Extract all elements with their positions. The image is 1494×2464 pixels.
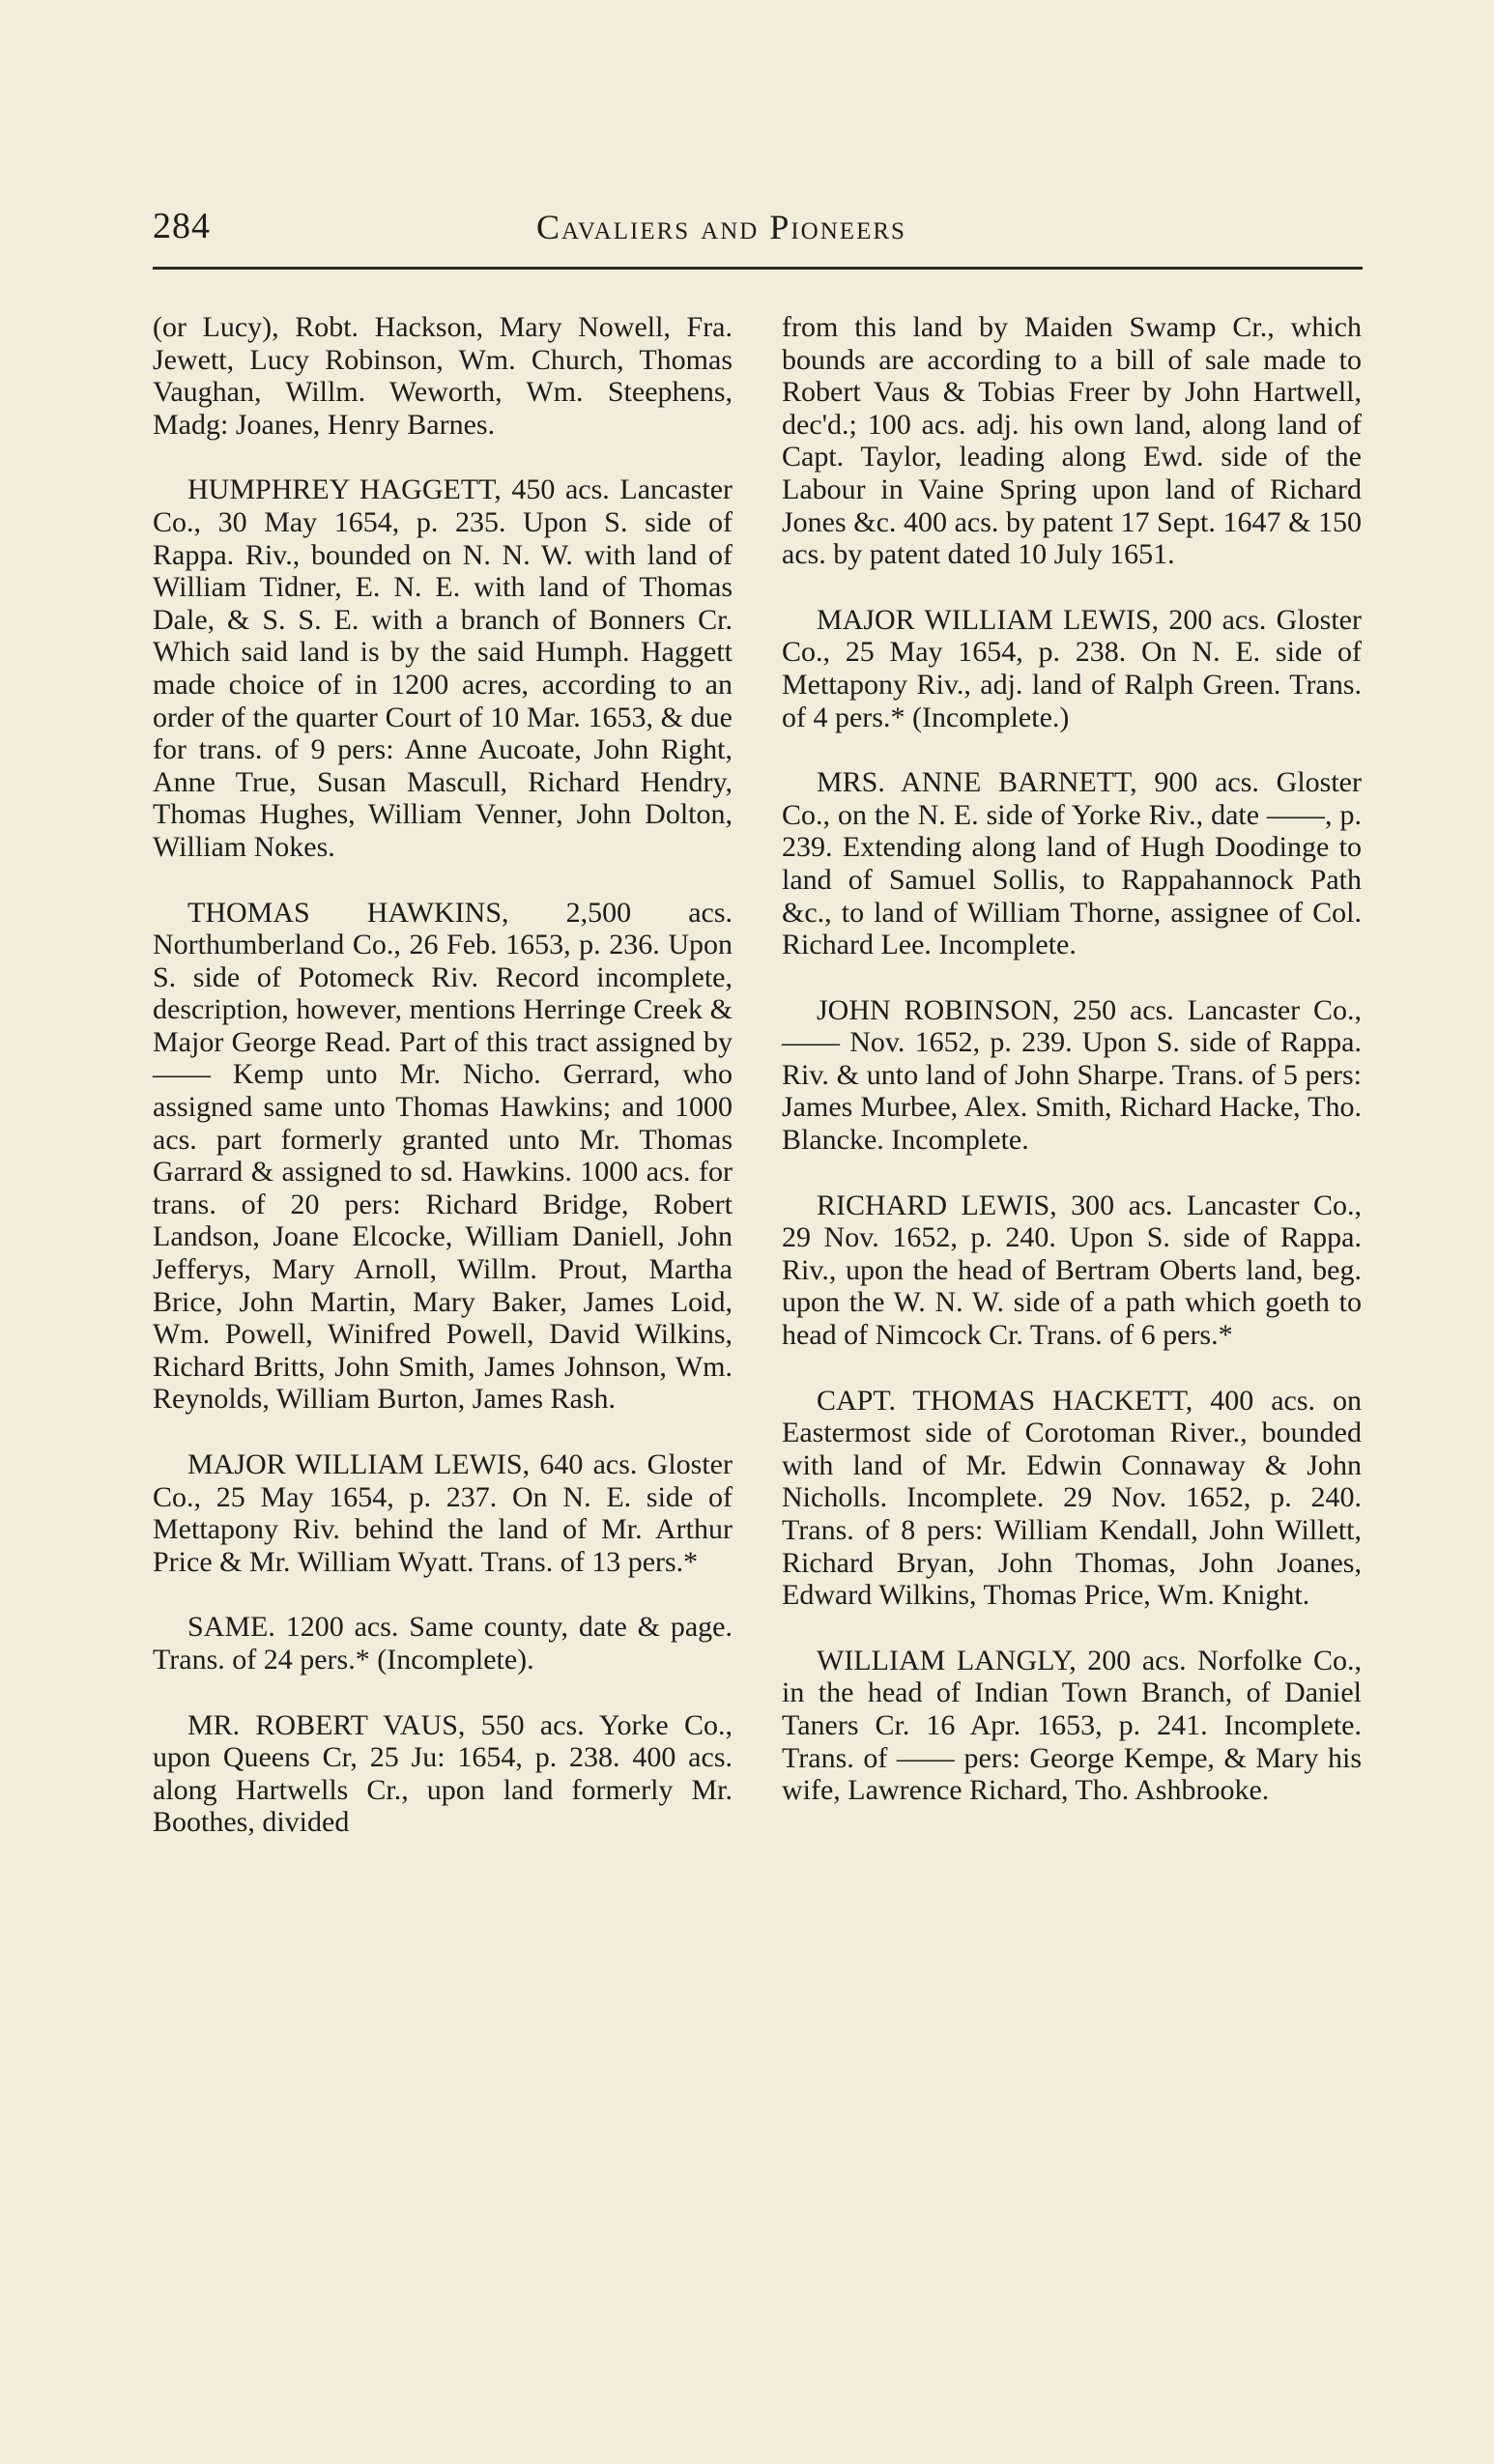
header-rule — [153, 267, 1363, 270]
entry-thomas-hawkins: THOMAS HAWKINS, 2,500 acs. Northumberland Co., 26 Feb. 1653, p. 236. Upon S. side of Potomeck Riv. Record incomplete, description, however, mentions Herringe Creek & Major George Read. Part of this tract assigned by —— Kemp unto Mr. Nicho. Gerrard, who assigned same unto Thomas Hawkins; and 1000 acs. part formerly granted unto Mr. Thomas Garrard & assigned to sd. Hawkins. 1000 acs. for trans. of 20 pers: Richard Bridge, Robert Landson, Joane Elcocke, William Daniell, John Jefferys, Mary Arnoll, Willm. Prout, Martha Brice, John Martin, Mary Baker, James Loid, Wm. Powell, Winifred Powell, David Wilkins, Richard Britts, John Smith, James Johnson, Wm. Reynolds, William Burton, James Rash. — [153, 896, 733, 1416]
page-number: 284 — [153, 206, 211, 246]
entry-humphrey-haggett: HUMPHREY HAGGETT, 450 acs. Lancaster Co., 30 May 1654, p. 235. Upon S. side of Rappa. Riv., bounded on N. N. W. with land of William Tidner, E. N. E. with land of Thomas Dale, & S. S. E. with a branch of Bonners Cr. Which said land is by the said Humph. Haggett made choice of in 1200 acres, according to an order of the quarter Court of 10 Mar. 1653, & due for trans. of 9 pers: Anne Aucoate, John Right, Anne True, Susan Mascull, Richard Hendry, Thomas Hughes, William Venner, John Dolton, William Nokes. — [153, 473, 733, 863]
entry-william-langly: WILLIAM LANGLY, 200 acs. Norfolke Co., in the head of Indian Town Branch, of Daniel Taners Cr. 16 Apr. 1653, p. 241. Incomplete. Trans. of —— pers: George Kempe, & Mary his wife, Lawrence Richard, Tho. Ashbrooke. — [782, 1644, 1362, 1807]
entry-thomas-hackett: CAPT. THOMAS HACKETT, 400 acs. on Eastermost side of Corotoman River., bounded with land of Mr. Edwin Connaway & John Nicholls. Incomplete. 29 Nov. 1652, p. 240. Trans. of 8 pers: William Kendall, John Willett, Richard Bryan, John Thomas, John Joanes, Edward Wilkins, Thomas Price, Wm. Knight. — [782, 1384, 1362, 1612]
entry-continued: (or Lucy), Robt. Hackson, Mary Nowell, Fra. Jewett, Lucy Robinson, Wm. Church, Thomas Vaughan, Willm. Weworth, Wm. Steephens, Madg: Joanes, Henry Barnes. — [153, 311, 733, 441]
right-column — [782, 311, 1362, 1840]
entry-richard-lewis: RICHARD LEWIS, 300 acs. Lancaster Co., 29 Nov. 1652, p. 240. Upon S. side of Rappa. Riv., upon the head of Bertram Oberts land, beg. upon the W. N. W. side of a path which goeth to head of Nimcock Cr. Trans. of 6 pers.* — [782, 1189, 1362, 1352]
running-title: Cavaliers and Pioneers — [536, 208, 906, 246]
entry-same-1200: SAME. 1200 acs. Same county, date & page. Trans. of 24 pers.* (Incomplete). — [153, 1611, 733, 1676]
entry-major-william-lewis-640: MAJOR WILLIAM LEWIS, 640 acs. Gloster Co., 25 May 1654, p. 237. On N. E. side of Mettapony Riv. behind the land of Mr. Arthur Price & Mr. William Wyatt. Trans. of 13 pers.* — [153, 1448, 733, 1578]
left-column — [153, 311, 733, 1872]
entry-robert-vaus: MR. ROBERT VAUS, 550 acs. Yorke Co., upon Queens Cr, 25 Ju: 1654, p. 238. 400 acs. along Hartwells Cr., upon land formerly Mr. Boothes, divided — [153, 1708, 733, 1839]
entry-anne-barnett: MRS. ANNE BARNETT, 900 acs. Gloster Co., on the N. E. side of Yorke Riv., date ——, p. 239. Extending along land of Hugh Doodinge to land of Samuel Sollis, to Rappahannock Path &c., to land of William Thorne, assignee of Col. Richard Lee. Incomplete. — [782, 766, 1362, 961]
entry-john-robinson: JOHN ROBINSON, 250 acs. Lancaster Co., —— Nov. 1652, p. 239. Upon S. side of Rappa. Riv. & unto land of John Sharpe. Trans. of 5 pers: James Murbee, Alex. Smith, Richard Hacke, Tho. Blancke. Incomplete. — [782, 993, 1362, 1157]
entry-major-william-lewis-200: MAJOR WILLIAM LEWIS, 200 acs. Gloster Co., 25 May 1654, p. 238. On N. E. side of Mettapony Riv., adj. land of Ralph Green. Trans. of 4 pers.* (Incomplete.) — [782, 603, 1362, 733]
entry-robert-vaus-continued: from this land by Maiden Swamp Cr., which bounds are according to a bill of sale made to Robert Vaus & Tobias Freer by John Hartwell, dec'd.; 100 acs. adj. his own land, along land of Capt. Taylor, leading along Ewd. side of the Labour in Vaine Spring upon land of Richard Jones &c. 400 acs. by patent 17 Sept. 1647 & 150 acs. by patent dated 10 July 1651. — [782, 311, 1362, 571]
